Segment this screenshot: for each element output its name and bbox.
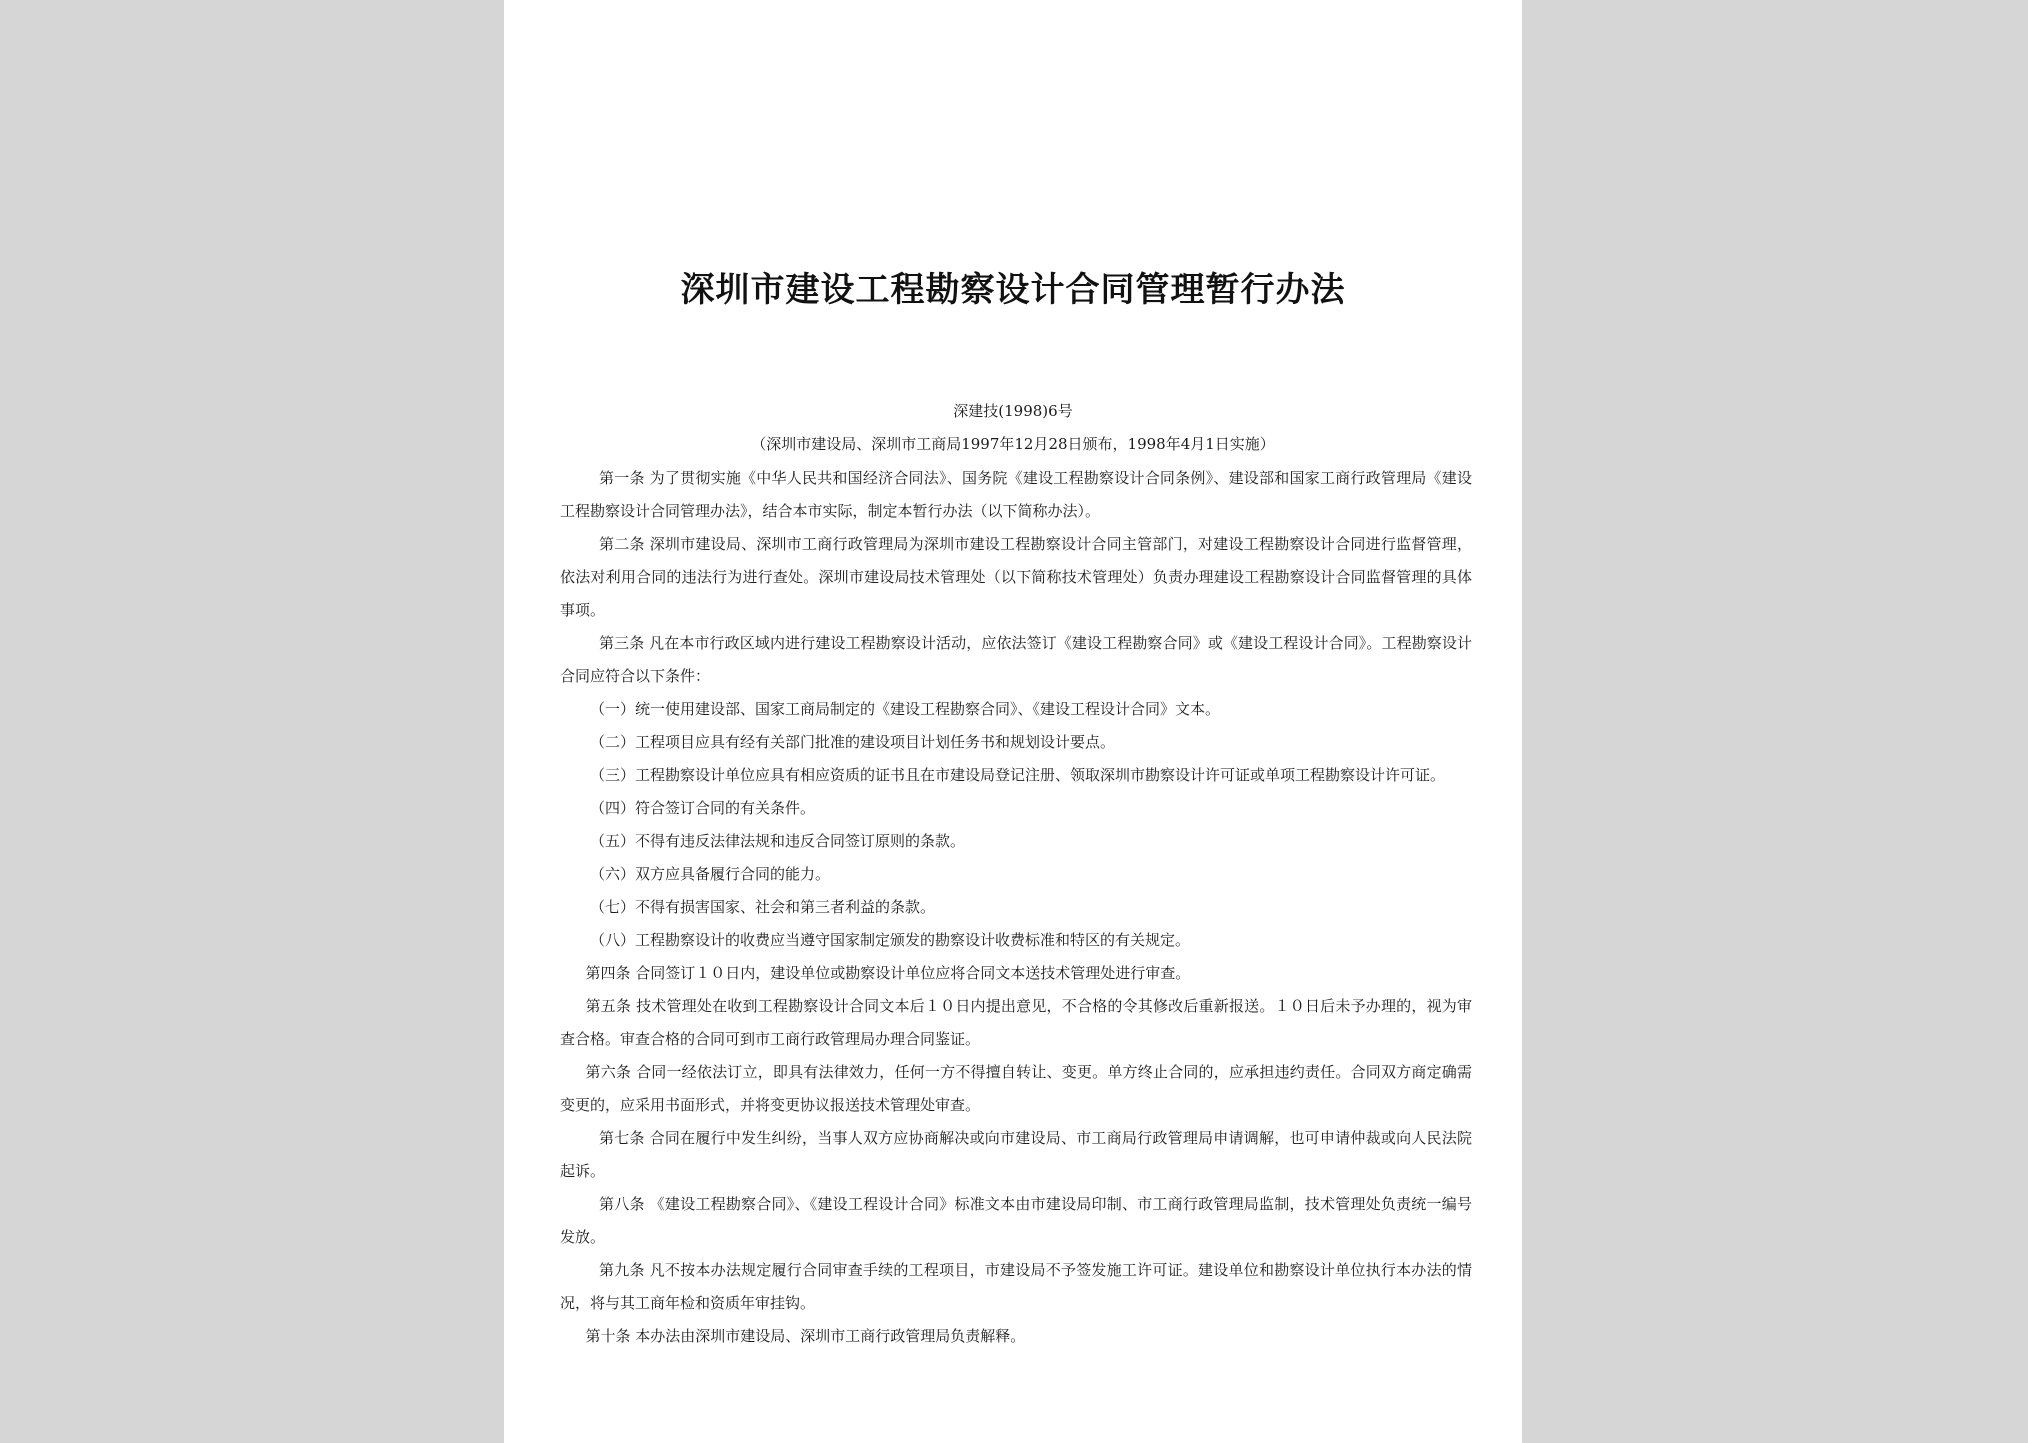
article-4: 第四条 合同签订１０日内，建设单位或勘察设计单位应将合同文本送技术管理处进行审查。 <box>585 964 1191 982</box>
article-1: 第一条 为了贯彻实施《中华人民共和国经济合同法》、国务院《建设工程勘察设计合同条例》、建设部和国家工商行政管理局《建设工程勘察设计合同管理办法》，结合本市实际，制定本暂行办法（以下简称办法）。 <box>560 469 1472 520</box>
article-6: 第六条 合同一经依法订立，即具有法律效力，任何一方不得擅自转让、变更。单方终止合同的，应承担违约责任。合同双方商定确需变更的，应采用书面形式，并将变更协议报送技术管理处审查。 <box>560 1063 1472 1114</box>
article-3-item-1: （一）统一使用建设部、国家工商局制定的《建设工程勘察合同》、《建设工程设计合同》文本。 <box>590 700 1221 718</box>
document-page <box>504 0 1522 1443</box>
article-3-item-7: （七）不得有损害国家、社会和第三者利益的条款。 <box>590 898 936 916</box>
article-2: 第二条 深圳市建设局、深圳市工商行政管理局为深圳市建设工程勘察设计合同主管部门，对建设工程勘察设计合同进行监督管理，依法对利用合同的违法行为进行查处。深圳市建设局技术管理处（以下简称技术管理处）负责办理建设工程勘察设计合同监督管理的具体事项。 <box>560 535 1472 619</box>
article-3-item-6: （六）双方应具备履行合同的能力。 <box>590 865 831 883</box>
article-3: 第三条 凡在本市行政区域内进行建设工程勘察设计活动，应依法签订《建设工程勘察合同》或《建设工程设计合同》。工程勘察设计合同应符合以下条件： <box>560 634 1472 685</box>
article-8: 第八条 《建设工程勘察合同》、《建设工程设计合同》标准文本由市建设局印制、市工商行政管理局监制，技术管理处负责统一编号发放。 <box>560 1195 1472 1246</box>
document-title: 深圳市建设工程勘察设计合同管理暂行办法 <box>680 270 1346 310</box>
document-body <box>560 462 1472 1353</box>
issue-info: （深圳市建设局、深圳市工商局1997年12月28日颁布，1998年4月1日实施） <box>751 435 1275 453</box>
document-number: 深建技(1998)6号 <box>953 402 1073 420</box>
article-5: 第五条 技术管理处在收到工程勘察设计合同文本后１０日内提出意见，不合格的令其修改后重新报送。１０日后未予办理的，视为审查合格。审查合格的合同可到市工商行政管理局办理合同鉴证。 <box>560 997 1472 1048</box>
article-3-item-2: （二）工程项目应具有经有关部门批准的建设项目计划任务书和规划设计要点。 <box>590 733 1116 751</box>
article-3-item-8: （八）工程勘察设计的收费应当遵守国家制定颁发的勘察设计收费标准和特区的有关规定。 <box>590 931 1191 949</box>
article-3-item-4: （四）符合签订合同的有关条件。 <box>590 799 816 817</box>
article-10: 第十条 本办法由深圳市建设局、深圳市工商行政管理局负责解释。 <box>585 1327 1026 1345</box>
article-9: 第九条 凡不按本办法规定履行合同审查手续的工程项目，市建设局不予签发施工许可证。建设单位和勘察设计单位执行本办法的情况，将与其工商年检和资质年审挂钩。 <box>560 1261 1472 1312</box>
article-7: 第七条 合同在履行中发生纠纷，当事人双方应协商解决或向市建设局、市工商局行政管理局申请调解，也可申请仲裁或向人民法院起诉。 <box>560 1129 1472 1180</box>
article-3-item-5: （五）不得有违反法律法规和违反合同签订原则的条款。 <box>590 832 966 850</box>
article-3-item-3: （三）工程勘察设计单位应具有相应资质的证书且在市建设局登记注册、领取深圳市勘察设计许可证或单项工程勘察设计许可证。 <box>590 766 1446 784</box>
